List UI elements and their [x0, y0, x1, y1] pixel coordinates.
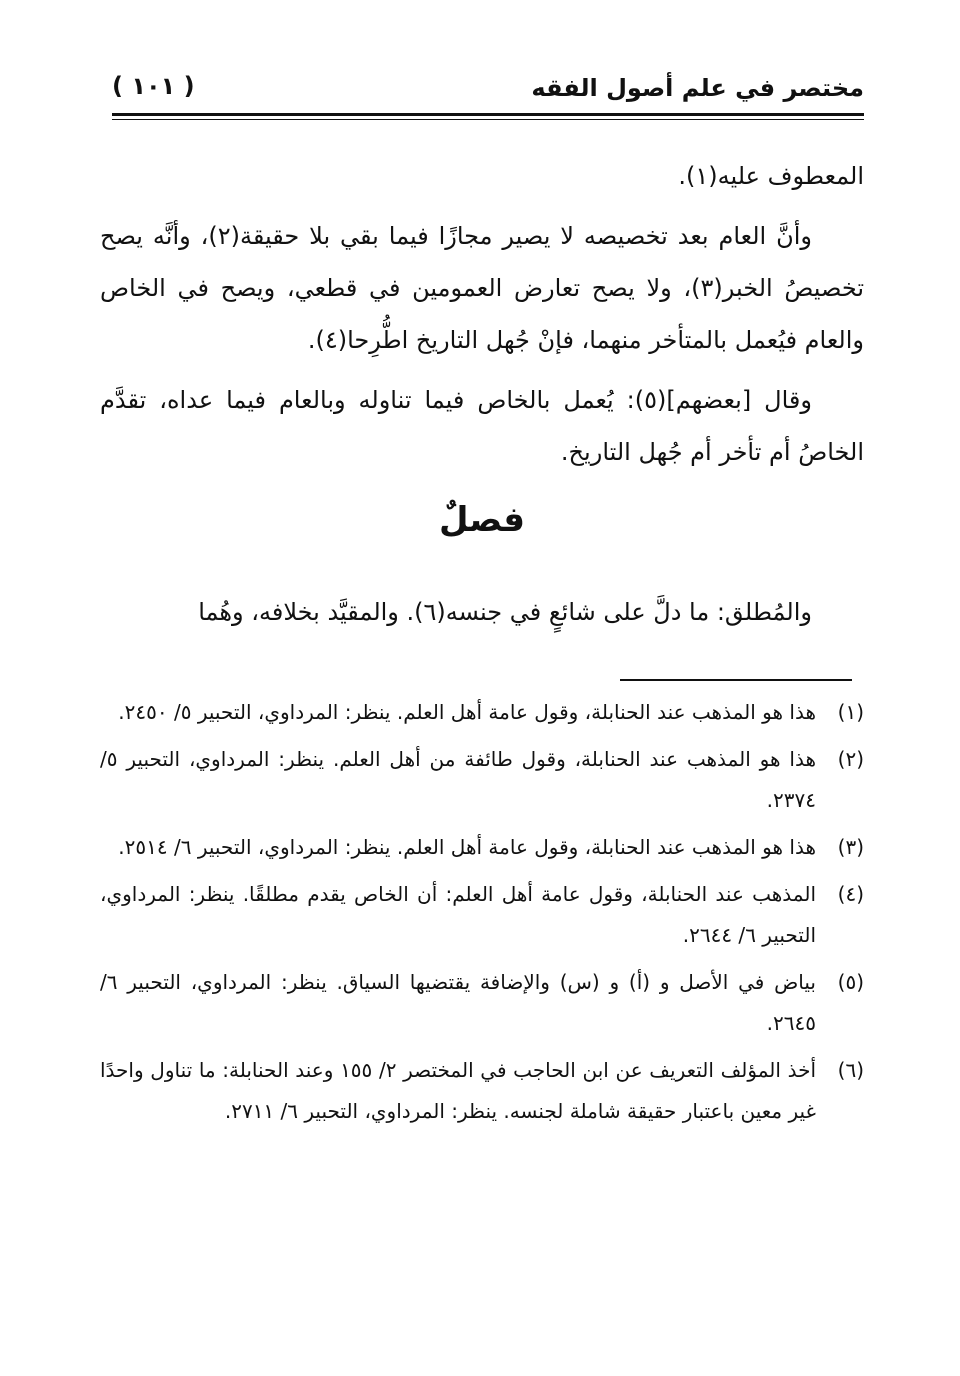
- footnote-1: [100, 692, 864, 733]
- footnote-number: (٢): [837, 747, 864, 771]
- footnote-number: (٦): [837, 1058, 864, 1082]
- page-header: [112, 70, 864, 110]
- footnote-text: أخذ المؤلف التعريف عن ابن الحاجب في المختصر ٢/ ١٥٥ وعند الحنابلة: ما تناول واحدًا غير معين باعتبار حقيقة شاملة لجنسه. ينظر: المرداوي، التحبير ٦/ ٢٧١١.: [100, 1058, 817, 1123]
- footnote-text: هذا هو المذهب عند الحنابلة، وقول عامة أهل العلم. ينظر: المرداوي، التحبير ٥/ ٢٤٥٠.: [118, 700, 816, 724]
- footnote-number: (١): [837, 700, 864, 724]
- footnote-text: المذهب عند الحنابلة، وقول عامة أهل العلم: أن الخاص يقدم مطلقًا. ينظر: المرداوي، التحبير ٦/ ٢٦٤٤.: [100, 882, 816, 947]
- footnote-number: (٥): [837, 970, 864, 994]
- page-number: ( ١٠١ ): [112, 72, 195, 100]
- paragraph-4: والمُطلق: ما دلَّ على شائعٍ في جنسه(٦). والمقيَّد بخلافه، وهُما: [198, 598, 812, 626]
- footnote-text: هذا هو المذهب عند الحنابلة، وقول عامة أهل العلم. ينظر: المرداوي، التحبير ٦/ ٢٥١٤.: [118, 835, 816, 859]
- footnote-4: [100, 874, 864, 956]
- footnote-text: هذا هو المذهب عند الحنابلة، وقول طائفة من أهل العلم. ينظر: المرداوي، التحبير ٥/ ٢٣٧٤.: [100, 747, 816, 812]
- footnote-text: بياض في الأصل و (أ) و (س) والإضافة يقتضيها السياق. ينظر: المرداوي، التحبير ٦/ ٢٦٤٥.: [100, 970, 816, 1035]
- footnote-number: (٤): [837, 882, 864, 906]
- footnotes: [100, 692, 864, 1138]
- footnote-separator: [620, 679, 852, 681]
- header-rule-thick: [112, 113, 864, 116]
- header-rule-thin: [112, 119, 864, 120]
- section-heading: فصلٌ: [438, 500, 526, 540]
- footnote-6: [100, 1050, 864, 1132]
- main-text: [100, 150, 864, 486]
- footnote-2: [100, 739, 864, 821]
- paragraph-1: المعطوف عليه(١).: [678, 162, 864, 190]
- footnote-5: [100, 962, 864, 1044]
- footnote-number: (٣): [837, 835, 864, 859]
- footnote-3: [100, 827, 864, 868]
- running-title: مختصر في علم أصول الفقه: [531, 74, 864, 102]
- paragraph-3: وقال [بعضهم](٥): يُعمل بالخاص فيما تناوله وبالعام فيما عداه، تقدَّم الخاصُ أم تأخر أم جُهل التاريخ.: [100, 386, 864, 466]
- paragraph-2: وأنَّ العام بعد تخصيصه لا يصير مجازًا فيما بقي بلا حقيقة(٢)، وأنَّه يصح تخصيصُ الخبر(٣)، ولا يصح تعارض العمومين في قطعي، ويصح في الخاص والعام فيُعمل بالمتأخر منهما، فإنْ جُهل التاريخ اطُّرِحا(٤).: [100, 222, 864, 354]
